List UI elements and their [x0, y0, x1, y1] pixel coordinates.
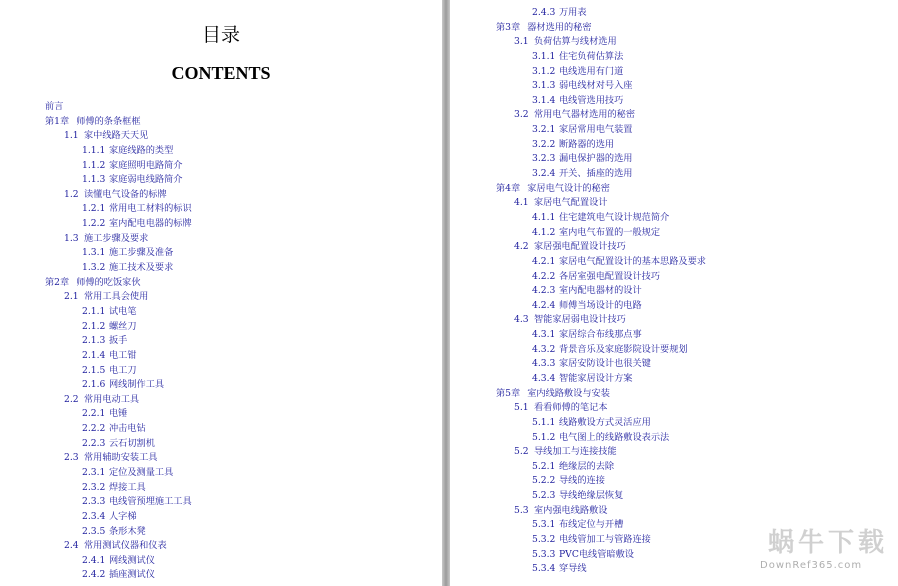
- toc-entry-level-2[interactable]: [532, 285, 642, 297]
- toc-entry-level-2[interactable]: [532, 563, 587, 575]
- toc-entry-level-2[interactable]: [532, 461, 614, 473]
- toc-entry-number: 5.2.3: [532, 490, 556, 502]
- contents-title: CONTENTS: [171, 63, 271, 83]
- toc-entry-number: 1.1: [64, 130, 79, 142]
- toc-entry-level-1[interactable]: [514, 36, 617, 48]
- toc-entry-title: 焊接工具: [109, 481, 146, 493]
- toc-entry-level-1[interactable]: [64, 291, 148, 303]
- toc-entry-title: 家庭弱电线路简介: [109, 174, 183, 186]
- toc-entry-title: 开关、插座的选用: [559, 168, 633, 180]
- toc-entry-title: 常用电工材料的标识: [109, 203, 192, 215]
- toc-entry-number: 4.3.2: [532, 343, 556, 355]
- toc-entry-number: 2.1.3: [82, 335, 106, 347]
- toc-entry-number: 3.2.2: [532, 138, 556, 150]
- toc-entry-title: 室内电气布置的一般规定: [559, 226, 661, 238]
- toc-entry-level-2[interactable]: [82, 438, 155, 450]
- toc-entry-level-2[interactable]: [532, 490, 623, 502]
- toc-entry-level-2[interactable]: [532, 212, 669, 224]
- page-gutter: [442, 0, 450, 586]
- toc-entry-level-2[interactable]: [82, 423, 146, 435]
- toc-entry-number: 4.2.4: [532, 299, 556, 311]
- toc-entry-number: 3.2.3: [532, 153, 556, 165]
- toc-entry-number: 5.3.3: [532, 548, 556, 560]
- toc-entry-title: 师傅的吃饭家伙: [76, 276, 141, 288]
- toc-entry-level-2[interactable]: [82, 569, 155, 581]
- toc-entry-number: 4.2.2: [532, 270, 556, 282]
- toc-entry-number: 4.1: [514, 197, 529, 209]
- toc-entry-title: 智能家居弱电设计技巧: [534, 314, 626, 326]
- toc-entry-number: 5.3.2: [532, 534, 556, 546]
- toc-entry-number: 2.1.6: [82, 379, 106, 391]
- toc-entry-title: 电线管预埋施工工具: [109, 496, 192, 508]
- toc-entry-number: 5.1.1: [532, 416, 556, 428]
- toc-entry-number: 4.3.3: [532, 358, 556, 370]
- toc-entry-title: 师傅当场设计的电路: [559, 299, 642, 311]
- toc-entry-level-1[interactable]: [64, 394, 139, 406]
- toc-entry-number: 1.2.1: [82, 203, 106, 215]
- toc-entry-title: 穿导线: [559, 563, 587, 575]
- toc-entry-title: 家中线路天天见: [84, 130, 149, 142]
- toc-entry-level-1[interactable]: [514, 314, 626, 326]
- toc-entry-title: 插座测试仪: [109, 569, 155, 581]
- toc-entry-title: 读懂电气设备的标牌: [84, 188, 167, 200]
- toc-entry-title: 家居电气设计的秘密: [527, 182, 610, 194]
- toc-entry-number: 第1章: [45, 115, 70, 127]
- toc-entry-level-2[interactable]: [82, 350, 137, 362]
- toc-entry-number: 2.1: [64, 291, 79, 303]
- toc-entry-title: 线路敷设方式灵活应用: [559, 416, 651, 428]
- toc-entry-level-0[interactable]: [496, 22, 592, 34]
- toc-entry-title: 家庭线路的类型: [109, 144, 174, 156]
- toc-entry-level-2[interactable]: [532, 51, 623, 63]
- left-page: [0, 0, 442, 586]
- toc-entry-number: 5.1: [514, 402, 529, 414]
- toc-entry-title: 常用工具会使用: [84, 291, 149, 303]
- toc-entry-level-2[interactable]: [532, 66, 623, 78]
- toc-entry-number: 5.2: [514, 446, 529, 458]
- toc-entry-level-2[interactable]: [532, 519, 623, 531]
- toc-entry-level-1[interactable]: [514, 402, 608, 414]
- toc-entry-level-2[interactable]: [82, 306, 137, 318]
- toc-entry-title: 电线管选用技巧: [559, 94, 624, 106]
- toc-entry-title: 智能家居设计方案: [559, 373, 633, 384]
- toc-entry-title: 电线选用有门道: [559, 65, 624, 77]
- toc-entry-level-2[interactable]: [82, 160, 183, 172]
- toc-entry-level-1[interactable]: [514, 241, 626, 253]
- toc-entry-title: 施工步骤及准备: [109, 247, 174, 259]
- toc-entry-number: 2.4.2: [82, 569, 106, 581]
- toc-entry-number: 1.2.2: [82, 218, 106, 230]
- toc-entry-title: 室内配电器材的设计: [559, 285, 642, 297]
- toc-entry-number: 3.1.3: [532, 80, 556, 92]
- toc-entry-number: 3.2: [514, 109, 529, 121]
- toc-entry-number: 4.3.4: [532, 373, 556, 384]
- toc-entry-level-0[interactable]: [496, 183, 610, 195]
- toc-entry-number: 2.3.1: [82, 467, 106, 478]
- toc-entry-level-2[interactable]: [532, 124, 633, 136]
- toc-entry-title: 看看师傅的笔记本: [534, 402, 608, 414]
- toc-entry-number: 3.1.2: [532, 65, 556, 77]
- toc-entry-title: 网线测试仪: [109, 554, 155, 566]
- toc-entry-title: 导线加工与连接技能: [534, 446, 617, 458]
- toc-entry-title: 断路器的选用: [559, 138, 615, 150]
- toc-entry-title: 导线绝缘层恢复: [559, 490, 624, 502]
- toc-entry-title: 师傅的条条框框: [76, 115, 141, 127]
- toc-entry-number: 3.1.4: [532, 94, 556, 106]
- toc-entry-level-0[interactable]: [496, 388, 610, 400]
- toc-entry-level-2[interactable]: [532, 358, 651, 370]
- toc-entry-number: 2.3.2: [82, 481, 106, 493]
- toc-entry-number: 5.2.1: [532, 460, 556, 472]
- toc-entry-number: 2.3.5: [82, 525, 106, 537]
- right-page: [450, 0, 898, 586]
- toc-entry-level-2[interactable]: [82, 218, 192, 230]
- toc-entry-title: 人字梯: [109, 510, 137, 522]
- toc-entry-level-2[interactable]: [532, 432, 669, 444]
- toc-entry-title: 常用电气器材选用的秘密: [534, 109, 636, 121]
- toc-entry-number: 2.1.4: [82, 349, 106, 361]
- toc-entry-title: 布线定位与开槽: [559, 519, 624, 531]
- toc-entry-level-2[interactable]: [532, 417, 651, 429]
- toc-entry-level-2[interactable]: [82, 203, 192, 215]
- toc-entry-title: 螺丝刀: [109, 320, 137, 332]
- toc-entry-title: 各居室强电配置设计技巧: [559, 270, 661, 282]
- toc-entry-title: 家居综合布线那点事: [559, 329, 642, 341]
- toc-entry-number: 2.3.3: [82, 496, 106, 508]
- toc-entry-number: 1.1.1: [82, 144, 106, 156]
- toc-entry-title: 条形木凳: [109, 525, 146, 537]
- toc-entry-title: 家居强电配置设计技巧: [534, 241, 626, 253]
- toc-entry-level-2[interactable]: [532, 534, 651, 546]
- toc-entry-title: 施工技术及要求: [109, 262, 174, 274]
- toc-entry-level-2[interactable]: [532, 227, 660, 239]
- toc-entry-level-2[interactable]: [532, 139, 614, 151]
- toc-entry-title: 住宅建筑电气设计规范简介: [559, 211, 670, 223]
- toc-entry-number: 4.3.1: [532, 329, 556, 341]
- toc-entry-title: 家居电气配置设计: [534, 197, 608, 209]
- toc-entry-level-2[interactable]: [532, 271, 660, 283]
- toc-entry-level-1[interactable]: [514, 197, 608, 209]
- toc-entry-level-2[interactable]: [532, 549, 634, 561]
- toc-entry-title: 扳手: [109, 335, 128, 347]
- toc-entry-title: 云石切割机: [109, 437, 155, 449]
- toc-entry-title: 常用测试仪器和仪表: [84, 540, 167, 552]
- toc-entry-number: 2.2.3: [82, 437, 106, 449]
- toc-entry-number: 1.3.1: [82, 247, 106, 259]
- toc-entry-number: 3.2.1: [532, 124, 556, 136]
- toc-entry-title: 家居安防设计也很关键: [559, 358, 651, 370]
- toc-entry-level-1[interactable]: [64, 540, 167, 552]
- toc-entry-title: 室内配电电器的标牌: [109, 218, 192, 230]
- toc-entry-level-1[interactable]: [514, 109, 635, 121]
- toc-entry-number: 4.2.3: [532, 285, 556, 297]
- toc-entry-title: 绝缘层的去除: [559, 460, 615, 472]
- toc-entry-number: 1.1.3: [82, 174, 106, 186]
- toc-entry-level-1[interactable]: [64, 233, 148, 245]
- toc-entry-number: 4.1.2: [532, 226, 556, 238]
- toc-entry-level-2[interactable]: [532, 300, 642, 312]
- toc-entry-level-2[interactable]: [532, 153, 633, 165]
- toc-entry-title: 电气图上的线路敷设表示法: [559, 431, 670, 443]
- toc-entry-level-2[interactable]: [82, 145, 173, 157]
- toc-entry-number: 4.2: [514, 241, 529, 253]
- toc-entry-level-2[interactable]: [82, 262, 173, 274]
- toc-entry-level-2[interactable]: [82, 408, 127, 420]
- toc-entry-level-2[interactable]: [82, 467, 173, 479]
- toc-entry-title: 电工刀: [109, 364, 137, 376]
- toc-entry-title: 住宅负荷估算法: [559, 50, 624, 62]
- toc-entry-number: 第5章: [496, 387, 521, 399]
- toc-entry-number: 1.3: [64, 232, 79, 244]
- toc-entry-level-2[interactable]: [532, 7, 587, 19]
- toc-entry-title: 前言: [45, 101, 64, 112]
- toc-entry-level-2[interactable]: [532, 373, 633, 385]
- toc-entry-title: 导线的连接: [559, 475, 605, 487]
- toc-entry-title: 冲击电钻: [109, 423, 146, 435]
- toc-entry-number: 第2章: [45, 276, 70, 288]
- toc-entry-title: 网线制作工具: [109, 379, 165, 391]
- toc-entry-level-2[interactable]: [532, 329, 642, 341]
- toc-entry-level-2[interactable]: [82, 555, 155, 567]
- toc-entry-number: 5.2.2: [532, 475, 556, 487]
- watermark-text: 蜗牛下载: [768, 528, 889, 558]
- toc-entry-number: 3.1.1: [532, 50, 556, 62]
- watermark: [760, 522, 892, 584]
- toc-entry-number: 2.2: [64, 393, 79, 405]
- toc-entry-level-2[interactable]: [532, 256, 706, 268]
- toc-entry-number: 2.4.1: [82, 554, 106, 566]
- toc-entry-title: 试电笔: [109, 305, 137, 317]
- toc-entry-title: 万用表: [559, 7, 587, 18]
- toc-entry-number: 2.1.5: [82, 364, 106, 376]
- toc-entry-level-1[interactable]: [64, 130, 148, 142]
- toc-entry-number: 1.1.2: [82, 159, 106, 171]
- toc-entry-level-2[interactable]: [532, 80, 633, 92]
- toc-title: 目录: [201, 24, 240, 46]
- toc-entry-number: 2.3: [64, 452, 79, 464]
- toc-entry-number: 第3章: [496, 21, 521, 33]
- toc-entry-level-2[interactable]: [82, 526, 146, 538]
- toc-entry-level-1[interactable]: [64, 452, 158, 464]
- toc-entry-level-1[interactable]: [64, 189, 167, 201]
- toc-entry-level-2[interactable]: [82, 365, 137, 377]
- toc-entry-level-0[interactable]: [45, 116, 141, 128]
- toc-entry-number: 2.2.2: [82, 423, 106, 435]
- toc-entry-number: 2.4.3: [532, 7, 556, 18]
- toc-entry-title: 弱电线材对号入座: [559, 80, 633, 92]
- toc-entry-level-2[interactable]: [532, 344, 688, 356]
- toc-entry-title: 常用辅助安装工具: [84, 452, 158, 464]
- toc-entry-title: 电工钳: [109, 349, 137, 361]
- toc-entry-number: 5.3.4: [532, 563, 556, 575]
- toc-entry-title: 家居常用电气装置: [559, 124, 633, 136]
- toc-entry-level-2[interactable]: [82, 247, 173, 259]
- toc-entry-level-2[interactable]: [82, 321, 137, 333]
- toc-entry-number: 1.2: [64, 188, 79, 200]
- toc-entry-number: 4.1.1: [532, 211, 556, 223]
- toc-entry-level-0[interactable]: [45, 277, 141, 289]
- toc-entry-level-2[interactable]: [82, 174, 183, 186]
- toc-entry-number: 5.1.2: [532, 431, 556, 443]
- toc-entry-level-2[interactable]: [532, 95, 623, 107]
- toc-entry-level-0[interactable]: [45, 101, 63, 113]
- toc-entry-number: 2.4: [64, 540, 79, 552]
- toc-entry-title: 漏电保护器的选用: [559, 153, 633, 165]
- toc-entry-number: 第4章: [496, 182, 521, 194]
- toc-entry-number: 5.3.1: [532, 519, 556, 531]
- toc-entry-title: 室内线路敷设与安装: [527, 387, 610, 399]
- toc-entry-level-2[interactable]: [532, 168, 633, 180]
- toc-entry-number: 3.2.4: [532, 168, 556, 180]
- watermark-url: DownRef365.com: [760, 560, 863, 571]
- toc-entry-title: 施工步骤及要求: [84, 232, 149, 244]
- toc-entry-title: PVC电线管暗敷设: [559, 548, 634, 560]
- toc-entry-number: 2.3.4: [82, 510, 106, 522]
- toc-entry-title: 背景音乐及家庭影院设计要规划: [559, 343, 688, 355]
- toc-entry-title: 器材选用的秘密: [527, 21, 592, 33]
- toc-entry-level-2[interactable]: [82, 496, 192, 508]
- toc-entry-number: 4.3: [514, 314, 529, 326]
- toc-entry-title: 电锤: [109, 408, 128, 420]
- toc-entry-title: 负荷估算与线材选用: [534, 36, 617, 48]
- toc-entry-title: 家庭照明电路简介: [109, 159, 183, 171]
- toc-entry-level-2[interactable]: [82, 511, 137, 523]
- toc-entry-number: 3.1: [514, 36, 529, 48]
- toc-entry-number: 5.3: [514, 504, 529, 516]
- toc-entry-number: 2.1.1: [82, 305, 106, 317]
- toc-entry-number: 1.3.2: [82, 262, 106, 274]
- toc-entry-number: 4.2.1: [532, 255, 556, 267]
- toc-entry-title: 常用电动工具: [84, 393, 140, 405]
- toc-entry-title: 室内强电线路敷设: [534, 504, 608, 516]
- toc-entry-level-2[interactable]: [82, 482, 146, 494]
- toc-entry-number: 2.1.2: [82, 320, 106, 332]
- toc-entry-level-1[interactable]: [514, 446, 617, 458]
- toc-entry-title: 家居电气配置设计的基本思路及要求: [559, 255, 706, 267]
- toc-entry-level-2[interactable]: [82, 379, 164, 391]
- toc-entry-level-2[interactable]: [532, 475, 605, 487]
- toc-entry-number: 2.2.1: [82, 408, 106, 420]
- toc-entry-title: 定位及测量工具: [109, 467, 174, 478]
- toc-entry-title: 电线管加工与管路连接: [559, 534, 651, 546]
- toc-entry-level-2[interactable]: [82, 335, 127, 347]
- toc-entry-level-1[interactable]: [514, 505, 608, 517]
